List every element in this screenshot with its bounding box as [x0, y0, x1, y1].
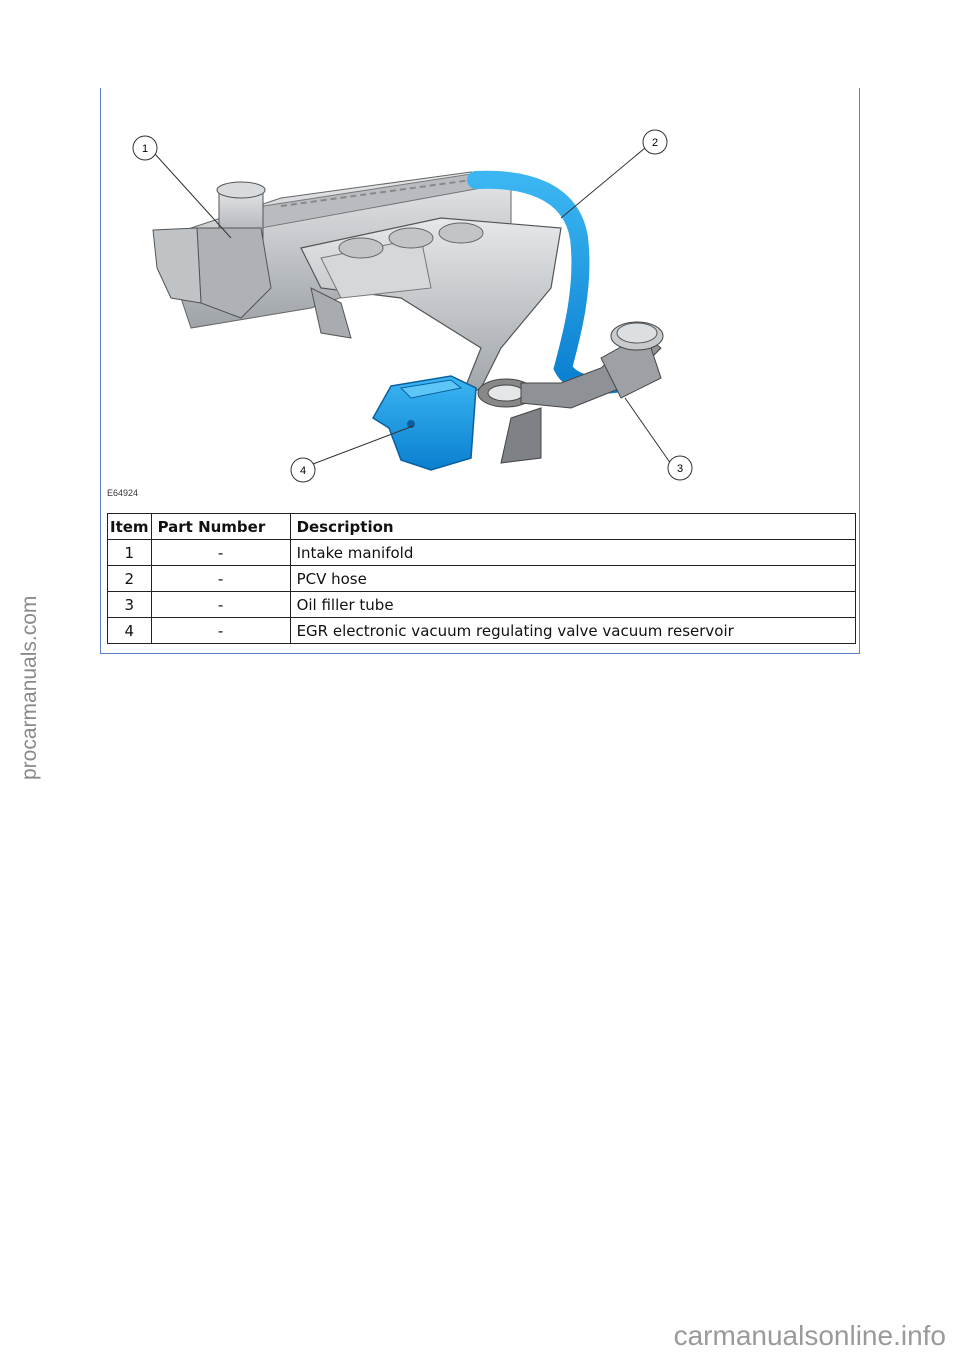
engine-illustration	[101, 88, 859, 510]
callout-3-label: 3	[676, 463, 684, 475]
callout-2-label: 2	[651, 137, 659, 149]
vacuum-reservoir	[373, 376, 476, 470]
bottom-watermark: carmanualsonline.info	[673, 1320, 946, 1351]
callout-4-label: 4	[299, 465, 307, 477]
oil-separator	[153, 182, 271, 318]
side-watermark: procarmanuals.com	[18, 595, 41, 780]
callout-4	[291, 458, 315, 482]
row-part-number: -	[151, 566, 290, 592]
callout-1-label: 1	[141, 143, 149, 155]
table-row	[108, 566, 856, 592]
row-item: 2	[108, 566, 152, 592]
row-part-number: -	[151, 618, 290, 644]
table-row	[108, 540, 856, 566]
row-part-number: -	[151, 540, 290, 566]
table-row	[108, 592, 856, 618]
figure-id: E64924	[107, 488, 139, 498]
table-row	[108, 618, 856, 644]
oil-filler-tube	[501, 322, 663, 463]
row-description: Oil filler tube	[290, 592, 855, 618]
header-item: Item	[108, 514, 152, 540]
callout-2	[643, 130, 667, 154]
callout-3	[668, 456, 692, 480]
callout-1	[133, 136, 157, 160]
header-part-number: Part Number	[151, 514, 290, 540]
parts-table	[107, 513, 856, 644]
figure-frame	[100, 88, 860, 654]
row-item: 3	[108, 592, 152, 618]
row-description: Intake manifold	[290, 540, 855, 566]
row-description: EGR electronic vacuum regulating valve vacuum reservoir	[290, 618, 855, 644]
row-description: PCV hose	[290, 566, 855, 592]
row-item: 1	[108, 540, 152, 566]
row-item: 4	[108, 618, 152, 644]
header-description: Description	[290, 514, 855, 540]
table-header-row	[108, 514, 856, 540]
row-part-number: -	[151, 592, 290, 618]
